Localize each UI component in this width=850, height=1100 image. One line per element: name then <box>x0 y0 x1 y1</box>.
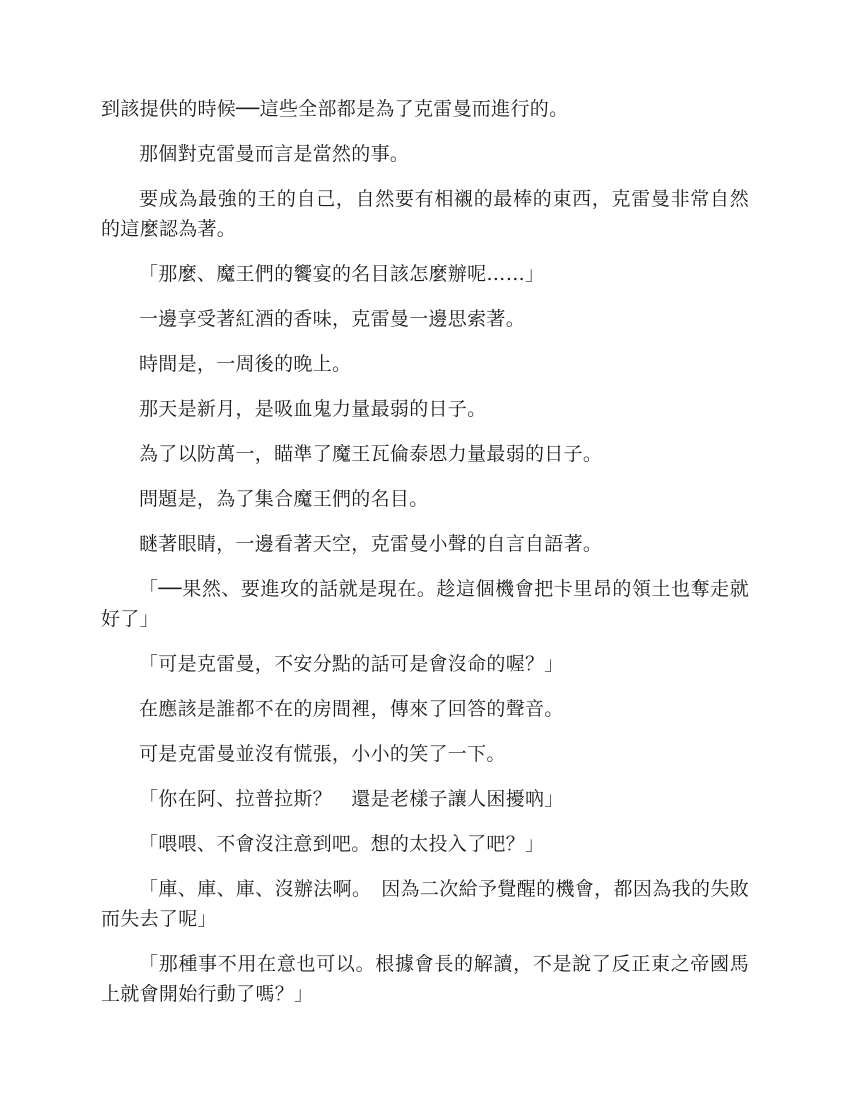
paragraph: 那天是新月，是吸血鬼力量最弱的日子。 <box>139 398 487 420</box>
text-body <box>101 94 749 1024</box>
paragraph: 「那麼、魔王們的饗宴的名目該怎麼辦呢……」 <box>139 263 545 285</box>
paragraph: 「那種事不用在意也可以。根據會長的解讀，不是說了反正東之帝國馬上就會開始行動了嗎？」 <box>101 953 749 1005</box>
paragraph: 一邊享受著紅酒的香味，克雷曼一邊思索著。 <box>139 308 526 330</box>
paragraph: 到該提供的時候──這些全部都是為了克雷曼而進行的。 <box>101 98 569 120</box>
paragraph: 「你在阿、拉普拉斯？ 還是老樣子讓人困擾吶」 <box>139 788 564 810</box>
paragraph: 「喂喂、不會沒注意到吧。想的太投入了吧？」 <box>139 833 545 855</box>
paragraph: 「──果然、要進攻的話就是現在。趁這個機會把卡里昂的領土也奪走就好了」 <box>101 578 749 630</box>
paragraph: 在應該是誰都不在的房間裡，傳來了回答的聲音。 <box>139 698 564 720</box>
paragraph: 要成為最強的王的自己，自然要有相襯的最棒的東西，克雷曼非常自然的這麼認為著。 <box>101 188 749 240</box>
paragraph: 問題是，為了集合魔王們的名目。 <box>139 488 429 510</box>
paragraph: 為了以防萬一，瞄準了魔王瓦倫泰恩力量最弱的日子。 <box>139 443 603 465</box>
paragraph: 「可是克雷曼，不安分點的話可是會沒命的喔？」 <box>139 653 564 675</box>
paragraph: 瞇著眼睛，一邊看著天空，克雷曼小聲的自言自語著。 <box>139 533 603 555</box>
paragraph: 可是克雷曼並沒有慌張，小小的笑了一下。 <box>139 743 506 765</box>
paragraph: 「庫、庫、庫、沒辦法啊。 因為二次給予覺醒的機會，都因為我的失敗而失去了呢」 <box>101 878 749 930</box>
paragraph: 時間是，一周後的晚上。 <box>139 353 352 375</box>
paragraph: 那個對克雷曼而言是當然的事。 <box>139 143 410 165</box>
